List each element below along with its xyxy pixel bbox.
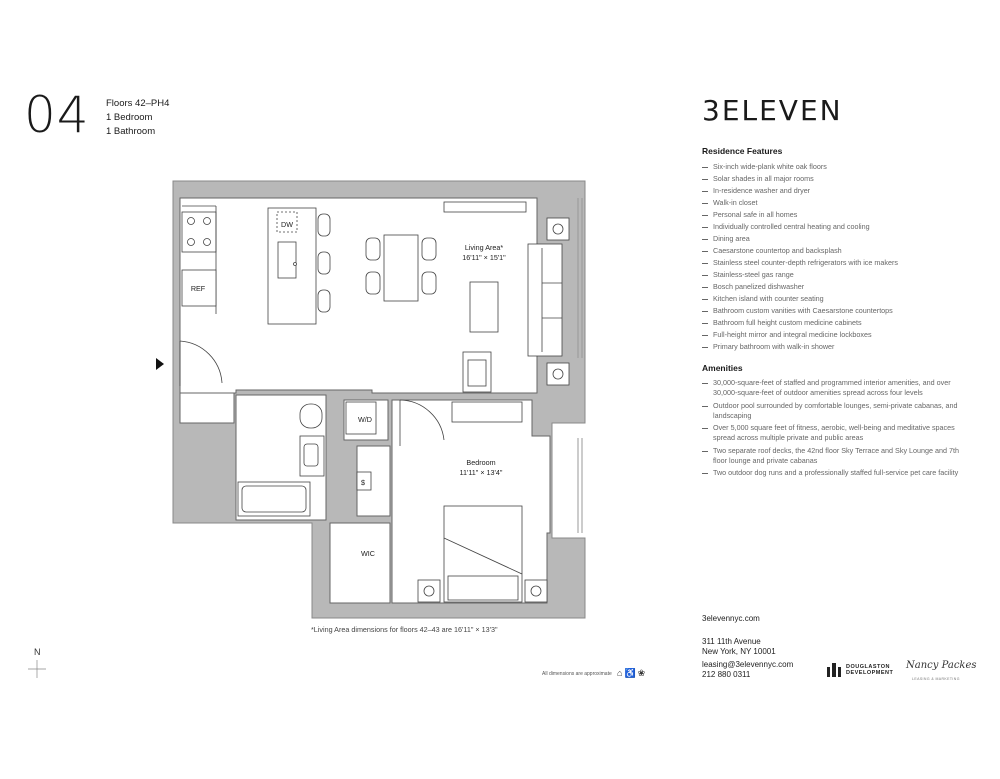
accessibility-icons [617, 668, 645, 679]
entry-arrow-icon [156, 358, 164, 370]
amenities-title: Amenities [702, 363, 743, 373]
feature-item: Bathroom custom vanities with Caesarstone countertops [702, 305, 962, 317]
kitchen-sink [278, 242, 296, 278]
compass-north-label: N [34, 647, 41, 657]
toilet [300, 404, 322, 428]
developer-logo [826, 663, 893, 677]
email-link[interactable]: leasing@3elevennyc.com [702, 660, 794, 669]
feature-item: Bathroom full height custom medicine cabinets [702, 317, 962, 329]
unit-bedrooms: 1 Bedroom [106, 112, 153, 123]
feature-item: Solar shades in all major rooms [702, 173, 962, 185]
feature-item: Stainless-steel gas range [702, 269, 962, 281]
website-link[interactable]: 3elevennyc.com [702, 614, 760, 623]
bedroom-dresser [452, 402, 522, 422]
unit-details [106, 97, 169, 139]
feature-item: Caesarstone countertop and backsplash [702, 245, 962, 257]
feature-item: Dining area [702, 233, 962, 245]
floor-plan [150, 178, 590, 623]
developer-name-line1: DOUGLASTON [846, 663, 891, 670]
feature-item: Stainless steel counter-depth refrigerators with ice makers [702, 257, 962, 269]
living-area-dimensions: 16'11" × 15'1" [462, 253, 506, 262]
features-list [702, 161, 962, 353]
safe-label: $ [361, 478, 365, 487]
amenities-list [702, 378, 960, 481]
feature-item: Individually controlled central heating and cooling [702, 221, 962, 233]
leasing-signature-subtitle: LEASING & MARKETING [912, 677, 960, 681]
phone-link[interactable]: 212 880 0311 [702, 670, 751, 679]
sofa [528, 244, 562, 356]
amenity-item: 30,000-square-feet of staffed and programmed interior amenities, and over 30,000-square-feet of outdoor amenities spread across four levels [702, 378, 960, 398]
address-line1: 311 11th Avenue [702, 637, 761, 646]
unit-number: 04 [24, 86, 90, 144]
compass-icon [27, 646, 47, 680]
bedroom-label: Bedroom [466, 458, 496, 467]
pet-friendly-icon: ❀ [637, 668, 646, 678]
wheelchair-icon: ♿ [624, 668, 636, 678]
feature-item: Bosch panelized dishwasher [702, 281, 962, 293]
feature-item: Full-height mirror and integral medicine lockboxes [702, 329, 962, 341]
dishwasher-label: DW [281, 220, 293, 229]
features-title: Residence Features [702, 146, 783, 156]
gas-range [182, 212, 216, 252]
foyer-closet-floor [180, 393, 234, 423]
walk-in-closet-floor [330, 523, 390, 603]
amenity-item: Outdoor pool surrounded by comfortable lounges, semi-private cabanas, and landscaping [702, 401, 960, 421]
refrigerator-label: REF [190, 284, 206, 293]
feature-item: Primary bathroom with walk-in shower [702, 341, 962, 353]
plan-footnote: *Living Area dimensions for floors 42–43 are 16'11" × 13'3" [311, 625, 498, 634]
amenity-item: Two outdoor dog runs and a professionally staffed full-service pet care facility [702, 468, 960, 478]
leasing-signature-logo: Nancy Packes [906, 660, 977, 671]
coffee-table [470, 282, 498, 332]
developer-mark-icon [826, 663, 842, 677]
address-line2: New York, NY 10001 [702, 647, 776, 656]
address [702, 637, 776, 657]
unit-floors: Floors 42–PH4 [106, 98, 170, 109]
feature-item: Kitchen island with counter seating [702, 293, 962, 305]
equal-housing-icon: ⌂ [617, 668, 623, 678]
dining-table [384, 235, 418, 301]
developer-name-line2: DEVELOPMENT [846, 670, 894, 676]
brand-logo: 3ELEVEN [702, 94, 843, 127]
media-console [444, 202, 526, 212]
disclaimer: All dimensions are approximate [542, 671, 612, 677]
amenity-item: Two separate roof decks, the 42nd floor Sky Terrace and Sky Lounge and 7th floor lounge and private cabanas [702, 446, 960, 466]
feature-item: Personal safe in all homes [702, 209, 962, 221]
washer-dryer-label: W/D [358, 415, 372, 424]
amenity-item: Over 5,000 square feet of fitness, aerobic, well-being and meditative spaces spread across multiple private and public areas [702, 423, 960, 443]
living-area-label: Living Area* [464, 243, 504, 252]
feature-item: Six-inch wide-plank white oak floors [702, 161, 962, 173]
unit-bathrooms: 1 Bathroom [106, 126, 156, 137]
walk-in-closet-label: WIC [361, 549, 375, 558]
feature-item: Walk-in closet [702, 197, 962, 209]
bedroom-dimensions: 11'11" × 13'4" [459, 468, 503, 477]
feature-item: In-residence washer and dryer [702, 185, 962, 197]
